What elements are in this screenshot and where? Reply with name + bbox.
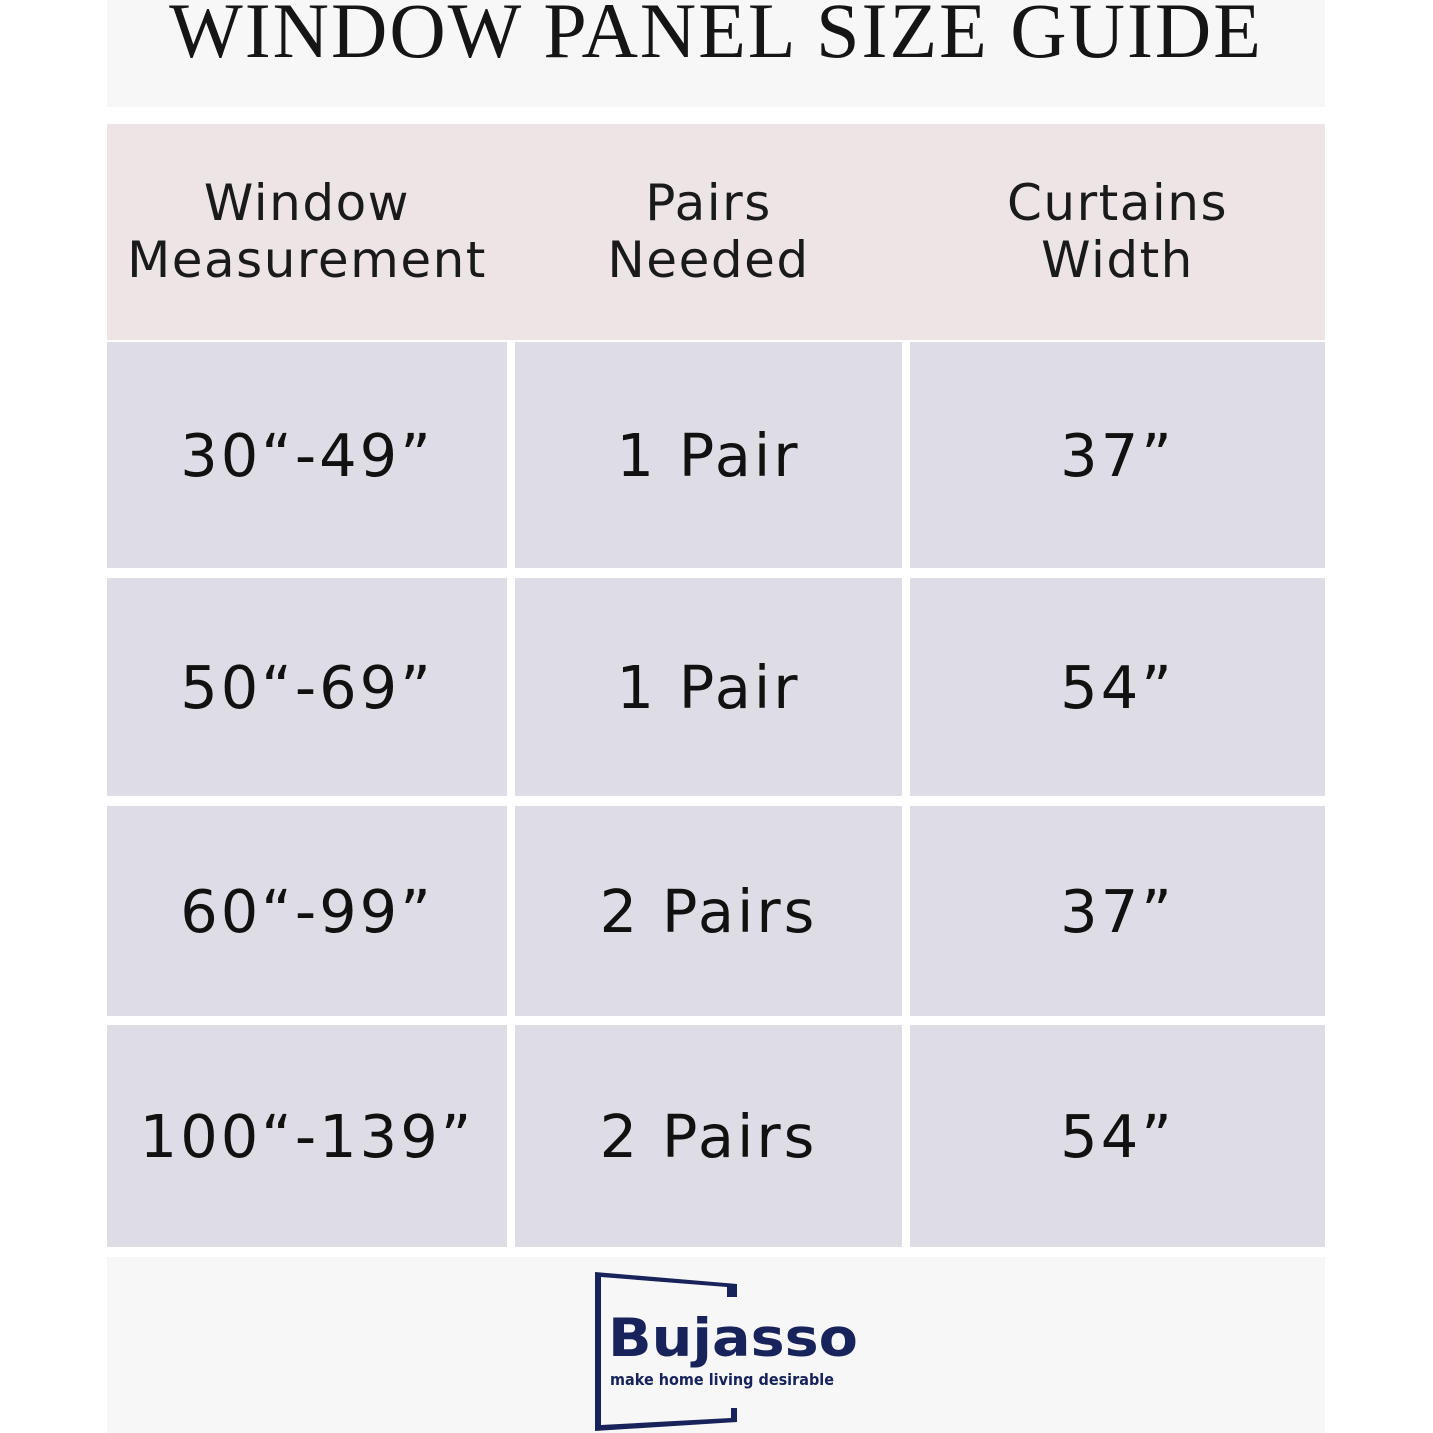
header-window-measurement: Window Measurement <box>127 174 487 289</box>
cell-curtains-width: 54” <box>910 578 1325 796</box>
brand-name: Bujasso <box>608 1308 858 1369</box>
brand-logo <box>592 1270 864 1433</box>
header-pairs-needed: Pairs Needed <box>607 174 810 289</box>
cell-curtains-width: 37” <box>910 342 1325 568</box>
header-curtains-width: Curtains Width <box>1006 174 1229 289</box>
table-header <box>107 124 1325 340</box>
page-title: WINDOW PANEL SIZE GUIDE <box>169 0 1263 74</box>
brand-tagline: make home living desirable <box>610 1370 835 1389</box>
title-panel <box>107 0 1325 107</box>
cell-pairs-needed: 2 Pairs <box>515 806 902 1016</box>
cell-window-measurement: 50“-69” <box>107 578 507 796</box>
cell-window-measurement: 30“-49” <box>107 342 507 568</box>
cell-pairs-needed: 1 Pair <box>515 342 902 568</box>
cell-pairs-needed: 2 Pairs <box>515 1025 902 1247</box>
cell-pairs-needed: 1 Pair <box>515 578 902 796</box>
cell-curtains-width: 54” <box>910 1025 1325 1247</box>
cell-window-measurement: 60“-99” <box>107 806 507 1016</box>
cell-window-measurement: 100“-139” <box>107 1025 507 1247</box>
cell-curtains-width: 37” <box>910 806 1325 1016</box>
